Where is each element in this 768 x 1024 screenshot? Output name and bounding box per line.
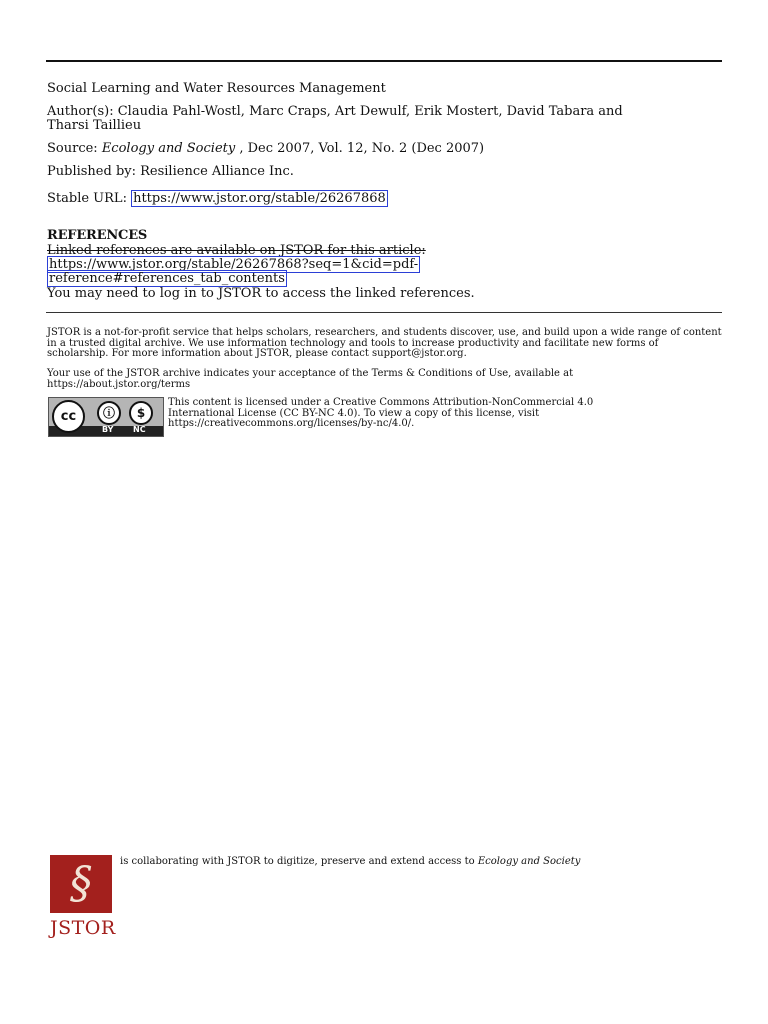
source-details: , Dec 2007, Vol. 12, No. 2 (Dec 2007) <box>235 141 485 156</box>
collaboration-text: is collaborating with JSTOR to digitize, preserve and extend access to <box>120 856 478 867</box>
terms-notice <box>47 369 723 390</box>
references-heading: REFERENCES <box>47 228 148 243</box>
authors-line1: Claudia Pahl-Wostl, Marc Craps, Art Dewulf, Erik Mostert, David Tabara and <box>117 104 623 119</box>
cc-logo-icon: cc <box>52 400 85 433</box>
license-url[interactable]: https://creativecommons.org/licenses/by-nc/4.0/. <box>168 418 415 429</box>
authors-prefix: Author(s): <box>47 104 118 119</box>
references-link-part2[interactable]: reference#references_tab_contents <box>49 271 285 286</box>
stable-url-label: Stable URL: <box>47 191 132 206</box>
publisher: Published by: Resilience Alliance Inc. <box>47 164 294 179</box>
attribution-icon: ⓘ <box>97 401 121 425</box>
badge-nc-label: NC <box>133 425 146 434</box>
stable-url-link[interactable]: https://www.jstor.org/stable/26267868 <box>133 191 386 206</box>
references-intro: Linked references are available on JSTOR for this article: <box>47 243 426 258</box>
references-link-part1[interactable]: https://www.jstor.org/stable/26267868?seq=1&cid=pdf- <box>49 257 419 272</box>
section-divider <box>46 312 722 313</box>
stable-url-row <box>47 191 388 206</box>
jstor-logo-glyph: § <box>70 858 92 909</box>
jstor-wordmark: JSTOR <box>50 917 116 939</box>
article-title: Social Learning and Water Resources Management <box>47 81 386 96</box>
collaboration-journal: Ecology and Society <box>477 856 581 867</box>
license-line2: International License (CC BY-NC 4.0). To view a copy of this license, visit <box>168 407 540 419</box>
source-journal: Ecology and Society <box>101 141 236 156</box>
collaboration-statement <box>120 856 580 867</box>
terms-url[interactable]: https://about.jstor.org/terms <box>47 378 191 390</box>
authors-continued: Tharsi Taillieu <box>47 118 142 133</box>
jstor-notice: JSTOR is a not-for-profit service that helps scholars, researchers, and students discover, use, and build upon a wide range of content in a trusted digital archive. We use information technology and tools to increase productivity and facilitate new forms of scholarship. For more information about JSTOR, please contact support@jstor.org. <box>47 327 722 359</box>
jstor-logo-icon <box>50 855 112 913</box>
authors <box>47 104 623 119</box>
noncommercial-icon: $ <box>129 401 153 425</box>
license-text <box>168 398 638 430</box>
terms-line1: Your use of the JSTOR archive indicates your acceptance of the Terms & Conditions of Use, available at <box>47 368 574 379</box>
references-login-note: You may need to log in to JSTOR to access the linked references. <box>47 286 475 301</box>
references-link-row-2 <box>47 271 287 286</box>
top-rule <box>46 60 722 62</box>
license-line1: This content is licensed under a Creative Commons Attribution-NonCommercial 4.0 <box>168 397 594 408</box>
source <box>47 141 484 156</box>
badge-by-label: BY <box>102 425 114 434</box>
cc-license-badge[interactable] <box>48 397 164 437</box>
source-prefix: Source: <box>47 141 102 156</box>
